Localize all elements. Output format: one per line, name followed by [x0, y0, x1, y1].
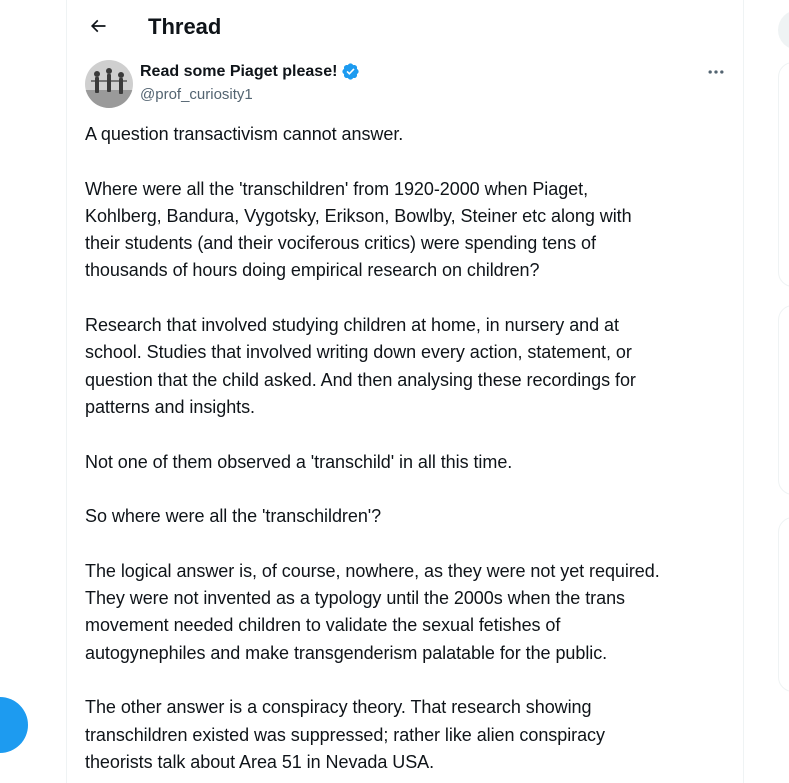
- author-name[interactable]: [140, 61, 360, 82]
- sidebar-card: [778, 517, 789, 692]
- author-handle[interactable]: @prof_curiosity1: [140, 86, 253, 103]
- avatar[interactable]: [85, 60, 133, 108]
- author-name-text: Read some Piaget please!: [140, 63, 338, 80]
- sidebar-card: [778, 62, 789, 287]
- more-horizontal-icon: [706, 62, 726, 82]
- back-button[interactable]: [82, 10, 114, 42]
- arrow-left-icon: [88, 16, 108, 36]
- sidebar-card: [778, 305, 789, 495]
- page-title: Thread: [148, 14, 222, 39]
- tweet-text: A question transactivism cannot answer. Where were all the 'transchildren' from 1920-2000 when Piaget, Kohlberg, Bandura, Vygotsky, Erikson, Bowlby, Steiner etc along with their students (and their vociferous critics) were spending tens of thousands of hours doing empirical research on children? Research that involved studying children at home, in nursery and at school. Studies that involved writing down every action, statement, or question that the child asked. And then analysing these recordings for patterns and insights. Not one of them observed a 'transchild' in all this time. So where were all the 'transchildren'? The logical answer is, of course, nowhere, as they were not yet required. They were not invented as a typology until the 2000s when the trans movement needed children to validate the sexual fetishes of autogynephiles and make transgenderism palatable for the public. The other answer is a conspiracy theory. That research showing transchildren existed was suppressed; rather like alien conspiracy theorists talk about Area 51 in Nevada USA.: [85, 124, 660, 772]
- verified-badge-icon: [341, 62, 360, 81]
- more-button[interactable]: [702, 62, 730, 82]
- search-box[interactable]: [778, 10, 789, 50]
- compose-button[interactable]: [0, 697, 28, 753]
